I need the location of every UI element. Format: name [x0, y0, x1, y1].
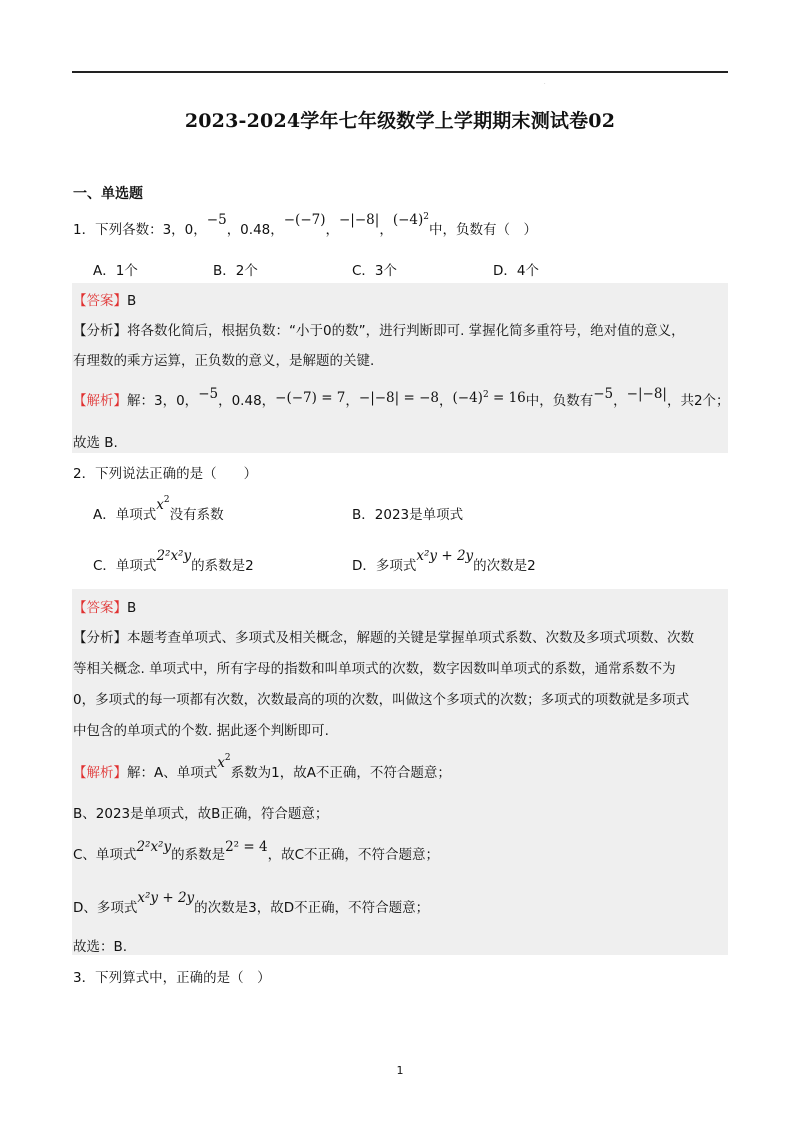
q2-analysis-line2: 等相关概念. 单项式中，所有字母的指数和叫单项式的次数，数字因数叫单项式的系数，通常系数不为	[73, 661, 676, 677]
q2-option-b: B．2023是单项式	[352, 507, 464, 523]
q2-analysis-line3: 0，多项式的每一项都有次数，次数最高的项的次数，叫做这个多项式的次数；多项式的项数就是多项式	[73, 692, 690, 708]
q1-answer: 【答案】B	[73, 293, 137, 309]
q2-stem: 2．下列说法正确的是（ ）	[73, 466, 258, 482]
q1-option-a: A．1个	[93, 263, 138, 279]
q2-conclusion: 故选：B.	[73, 939, 128, 955]
q1-option-b: B．2个	[213, 263, 258, 279]
header-rule	[72, 71, 728, 73]
q2-option-c: C．单项式2²x²y的系数是2	[93, 548, 254, 574]
q2-solution-b: B、2023是单项式，故B正确，符合题意；	[73, 806, 329, 822]
q1-option-d: D．4个	[493, 263, 539, 279]
section-heading: 一、单选题	[73, 186, 143, 202]
header-dot: .	[544, 80, 546, 86]
q2-option-d: D．多项式x²y + 2y的次数是2	[352, 548, 536, 574]
q1-analysis-line1: 【分析】将各数化简后，根据负数：“小于0的数”，进行判断即可. 掌握化简多重符号，绝对值的意义，	[73, 323, 685, 339]
q1-stem: 1．下列各数：3，0，−5，0.48，−(−7)，−|−8|，$(-4)^2$中，负数有（ ）	[73, 211, 537, 238]
q1-conclusion: 故选 B.	[73, 435, 118, 451]
q1-option-c: C．3个	[352, 263, 398, 279]
q1-analysis-line2: 有理数的乘方运算，正负数的意义，是解题的关键.	[73, 353, 375, 369]
document-title: 2023-2024学年七年级数学上学期期末测试卷02	[184, 110, 616, 132]
q2-analysis-line4: 中包含的单项式的个数. 据此逐个判断即可.	[73, 723, 329, 739]
q1-solution: 【解析】解：3，0，−5，0.48，−(−7) = 7，−|−8| = −8，$(-4)^2 = 16$中，负数有−5，−|−8|，共2个；	[73, 386, 730, 409]
q2-solution-a: 【解析】解：A、单项式$x^2$系数为1，故A不正确，不符合题意；	[73, 752, 451, 781]
q3-stem: 3．下列算式中，正确的是（ ）	[73, 970, 271, 986]
q2-solution-c: C、单项式2²x²y的系数是2² = 4，故C不正确，不符合题意；	[73, 839, 440, 863]
q2-option-a: A．单项式$x^2$没有系数	[93, 494, 224, 523]
q2-analysis-line1: 【分析】本题考查单项式、多项式及相关概念，解题的关键是掌握单项式系数、次数及多项式项数、次数	[73, 630, 694, 646]
q2-answer: 【答案】B	[73, 600, 137, 616]
q2-solution-d: D、多项式x²y + 2y的次数是3，故D不正确，不符合题意；	[73, 890, 430, 916]
page-number: 1	[396, 1064, 404, 1077]
